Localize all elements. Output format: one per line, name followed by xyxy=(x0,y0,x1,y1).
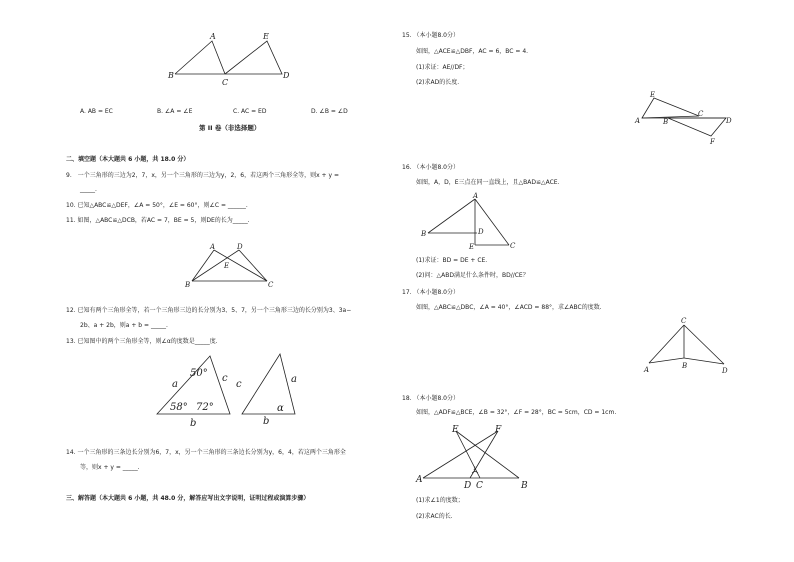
question-15-heading: 15. （本小题8.0分） xyxy=(402,32,459,39)
figure-question-15 xyxy=(634,90,744,146)
question-18-part-1: (1)求∠1的度数； xyxy=(416,497,464,504)
label-b: B xyxy=(521,481,528,491)
figure-question-13 xyxy=(150,350,310,430)
question-9-line-1: 9. 一个三角形的三边为2，7，x，另一个三角形的三边为y，2，6，若这两个三角形全等，则x + y = xyxy=(66,172,339,179)
label-a: A xyxy=(210,32,216,41)
question-16-part-2: (2)问：△ABD满足什么条件时，BD//CE？ xyxy=(416,272,529,279)
label-b: B xyxy=(663,118,669,126)
question-15-text: 如图，△ACE≌△DBF，AC = 6，BC = 4. xyxy=(416,48,529,55)
label-e: E xyxy=(263,32,269,41)
question-15-part-2: (2)求AD的长度. xyxy=(416,79,460,86)
side-c-right: c xyxy=(236,379,242,390)
question-12-line-2: 2b、a + 2b，则a + b = _____. xyxy=(80,322,168,329)
part-two-title: 第 II 卷（非选择题） xyxy=(199,124,261,132)
side-b-right: b xyxy=(263,416,270,427)
question-10: 10. 已知△ABC≌△DEF，∠A = 50°，∠E = 60°，则∠C = ______. xyxy=(66,202,248,209)
label-f: F xyxy=(710,138,715,146)
question-11: 11. 如图，△ABC≌△DCB，若AC = 7，BE = 5，则DE的长为_____. xyxy=(66,217,250,224)
question-18-part-2: (2)求AC的长. xyxy=(416,513,453,520)
question-17-heading: 17. （本小题8.0分） xyxy=(402,289,459,296)
fill-in-section-heading: 二、填空题（本大题共 6 小题，共 18.0 分） xyxy=(66,156,190,163)
question-18-heading: 18. （本小题8.0分） xyxy=(402,395,459,402)
question-17-text: 如图，△ABC≌△DBC，∠A = 40°，∠ACD = 88°，求∠ABC的度数. xyxy=(416,304,602,311)
side-b-left: b xyxy=(190,418,197,429)
question-15-part-1: (1)求证：AE//DF； xyxy=(416,64,469,71)
label-f: F xyxy=(495,425,502,435)
option-a: A. AB = EC xyxy=(80,108,113,115)
angle-50: 50° xyxy=(190,368,208,379)
option-c: C. AC = ED xyxy=(233,108,267,115)
angle-58: 58° xyxy=(170,402,188,413)
side-c-left: c xyxy=(222,373,228,384)
angle-1-label: 1 xyxy=(473,466,477,472)
question-14-line-2: 等，则x + y = _____. xyxy=(80,464,140,471)
label-d: D xyxy=(478,228,484,236)
question-12-line-1: 12. 已知有两个三角形全等，若一个三角形三边的长分别为3、5、7，另一个三角形三边的长分别为3、3a− xyxy=(66,307,352,314)
angle-alpha: α xyxy=(277,403,284,414)
label-c: C xyxy=(698,110,704,118)
question-14-line-1: 14. 一个三角形的三条边长分别为6，7，x，另一个三角形的三条边长分别为y，6，4，若这两个三角形全 xyxy=(66,449,346,456)
label-b: B xyxy=(185,281,191,289)
label-e: E xyxy=(224,262,230,270)
label-b: B xyxy=(168,71,174,80)
side-a-right: a xyxy=(291,374,297,385)
label-a: A xyxy=(416,475,423,485)
label-c: C xyxy=(681,317,687,325)
question-16-text: 如图，A，D，E三点在同一直线上，且△BAD≌△ACE. xyxy=(416,179,560,186)
angle-72: 72° xyxy=(196,402,214,413)
figure-question-11 xyxy=(182,241,282,291)
question-16-part-1: (1)求证：BD = DE + CE. xyxy=(416,257,488,264)
solve-section-heading: 三、解答题（本大题共 6 小题，共 48.0 分，解答应写出文字说明，证明过程或演算步骤） xyxy=(66,495,310,502)
figure-question-18 xyxy=(414,420,536,492)
option-b: B. ∠A = ∠E xyxy=(157,108,193,115)
label-a: A xyxy=(473,192,479,200)
question-9-line-2: _____. xyxy=(80,186,97,193)
figure-question-17 xyxy=(642,313,738,375)
label-c: C xyxy=(268,281,274,289)
label-b: B xyxy=(682,362,688,370)
label-d: D xyxy=(726,117,732,125)
label-d: D xyxy=(722,367,728,375)
label-d: D xyxy=(283,71,290,80)
label-a: A xyxy=(644,366,650,374)
question-16-heading: 16. （本小题8.0分） xyxy=(402,164,459,171)
label-c: C xyxy=(476,481,483,491)
label-d: D xyxy=(237,243,243,251)
label-e: E xyxy=(452,425,459,435)
question-13: 13. 已知图中的两个三角形全等，则∠α的度数是_____度. xyxy=(66,338,218,345)
label-a: A xyxy=(210,243,216,251)
label-e: E xyxy=(650,91,656,99)
label-e: E xyxy=(469,243,475,251)
side-a-left: a xyxy=(172,379,178,390)
label-a: A xyxy=(635,117,641,125)
label-b: B xyxy=(421,230,427,238)
question-18-text: 如图，△ADF≌△BCE，∠B = 32°，∠F = 28°，BC = 5cm，CD = 1cm. xyxy=(416,409,617,416)
label-c: C xyxy=(222,78,229,87)
label-d: D xyxy=(464,481,472,491)
figure-triangles-abc-ced xyxy=(165,28,295,86)
option-d: D. ∠B = ∠D xyxy=(311,108,348,115)
figure-question-16 xyxy=(418,190,528,252)
label-c: C xyxy=(510,242,516,250)
